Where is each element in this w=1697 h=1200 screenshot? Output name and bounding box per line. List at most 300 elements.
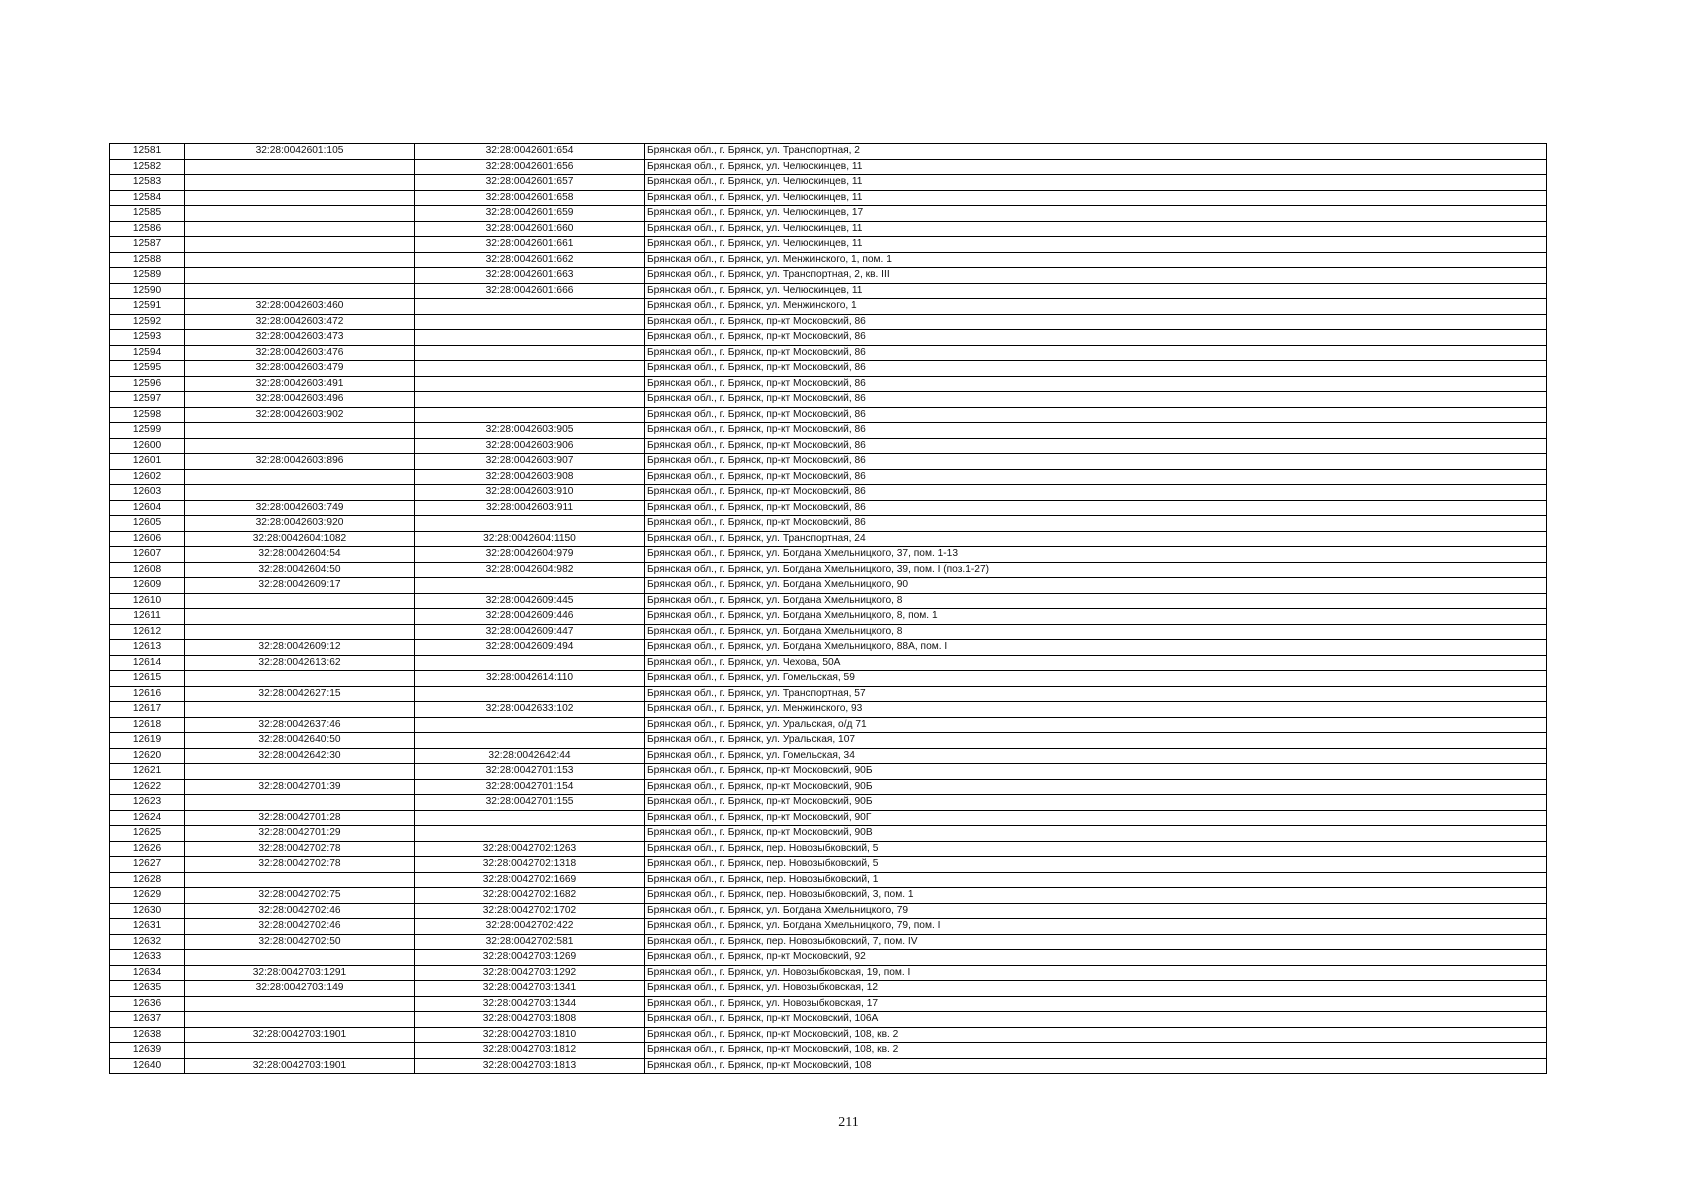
table-row — [110, 159, 1547, 175]
row-number-cell: 12639 — [110, 1043, 185, 1059]
address-cell: Брянская обл., г. Брянск, пр-кт Московский, 86 — [645, 469, 1547, 485]
row-number-cell: 12626 — [110, 841, 185, 857]
table-row — [110, 919, 1547, 935]
table-row — [110, 190, 1547, 206]
address-cell: Брянская обл., г. Брянск, пр-кт Московский, 90В — [645, 826, 1547, 842]
parcel-cadastral-number-cell — [185, 624, 415, 640]
row-number-cell: 12586 — [110, 221, 185, 237]
table-row — [110, 345, 1547, 361]
address-cell: Брянская обл., г. Брянск, ул. Богдана Хмельницкого, 79 — [645, 903, 1547, 919]
table-row — [110, 702, 1547, 718]
object-cadastral-number-cell: 32:28:0042603:907 — [415, 454, 645, 470]
parcel-cadastral-number-cell: 32:28:0042604:1082 — [185, 531, 415, 547]
row-number-cell: 12584 — [110, 190, 185, 206]
address-cell: Брянская обл., г. Брянск, ул. Богдана Хмельницкого, 8, пом. 1 — [645, 609, 1547, 625]
object-cadastral-number-cell: 32:28:0042603:906 — [415, 438, 645, 454]
address-cell: Брянская обл., г. Брянск, ул. Уральская, о/д 71 — [645, 717, 1547, 733]
address-cell: Брянская обл., г. Брянск, пр-кт Московский, 86 — [645, 516, 1547, 532]
address-cell: Брянская обл., г. Брянск, пр-кт Московский, 90Б — [645, 764, 1547, 780]
parcel-cadastral-number-cell — [185, 795, 415, 811]
address-cell: Брянская обл., г. Брянск, ул. Чехова, 50А — [645, 655, 1547, 671]
address-cell: Брянская обл., г. Брянск, пр-кт Московский, 86 — [645, 361, 1547, 377]
object-cadastral-number-cell: 32:28:0042701:154 — [415, 779, 645, 795]
object-cadastral-number-cell: 32:28:0042609:494 — [415, 640, 645, 656]
address-cell: Брянская обл., г. Брянск, пр-кт Московский, 86 — [645, 407, 1547, 423]
object-cadastral-number-cell — [415, 345, 645, 361]
object-cadastral-number-cell — [415, 299, 645, 315]
address-cell: Брянская обл., г. Брянск, пер. Новозыбковский, 5 — [645, 841, 1547, 857]
object-cadastral-number-cell: 32:28:0042703:1344 — [415, 996, 645, 1012]
row-number-cell: 12638 — [110, 1027, 185, 1043]
table-row — [110, 314, 1547, 330]
address-cell: Брянская обл., г. Брянск, пер. Новозыбковский, 5 — [645, 857, 1547, 873]
parcel-cadastral-number-cell: 32:28:0042703:1901 — [185, 1058, 415, 1074]
object-cadastral-number-cell: 32:28:0042703:1810 — [415, 1027, 645, 1043]
object-cadastral-number-cell: 32:28:0042701:155 — [415, 795, 645, 811]
object-cadastral-number-cell: 32:28:0042701:153 — [415, 764, 645, 780]
row-number-cell: 12613 — [110, 640, 185, 656]
row-number-cell: 12636 — [110, 996, 185, 1012]
row-number-cell: 12608 — [110, 562, 185, 578]
parcel-cadastral-number-cell — [185, 950, 415, 966]
address-cell: Брянская обл., г. Брянск, пр-кт Московский, 90Б — [645, 795, 1547, 811]
object-cadastral-number-cell — [415, 733, 645, 749]
row-number-cell: 12600 — [110, 438, 185, 454]
table-row — [110, 934, 1547, 950]
row-number-cell: 12625 — [110, 826, 185, 842]
parcel-cadastral-number-cell — [185, 252, 415, 268]
address-cell: Брянская обл., г. Брянск, пр-кт Московский, 90Б — [645, 779, 1547, 795]
row-number-cell: 12610 — [110, 593, 185, 609]
row-number-cell: 12591 — [110, 299, 185, 315]
parcel-cadastral-number-cell: 32:28:0042603:472 — [185, 314, 415, 330]
address-cell: Брянская обл., г. Брянск, пр-кт Московский, 86 — [645, 314, 1547, 330]
address-cell: Брянская обл., г. Брянск, ул. Менжинского, 1, пом. 1 — [645, 252, 1547, 268]
parcel-cadastral-number-cell — [185, 423, 415, 439]
table-row — [110, 562, 1547, 578]
table-row — [110, 826, 1547, 842]
row-number-cell: 12598 — [110, 407, 185, 423]
address-cell: Брянская обл., г. Брянск, пр-кт Московский, 86 — [645, 454, 1547, 470]
table-row — [110, 469, 1547, 485]
row-number-cell: 12622 — [110, 779, 185, 795]
address-cell: Брянская обл., г. Брянск, ул. Богдана Хмельницкого, 8 — [645, 593, 1547, 609]
object-cadastral-number-cell — [415, 361, 645, 377]
address-cell: Брянская обл., г. Брянск, пр-кт Московский, 86 — [645, 500, 1547, 516]
object-cadastral-number-cell — [415, 314, 645, 330]
table-row — [110, 996, 1547, 1012]
address-cell: Брянская обл., г. Брянск, пр-кт Московский, 86 — [645, 345, 1547, 361]
row-number-cell: 12614 — [110, 655, 185, 671]
row-number-cell: 12628 — [110, 872, 185, 888]
object-cadastral-number-cell — [415, 810, 645, 826]
table-row — [110, 407, 1547, 423]
table-row — [110, 857, 1547, 873]
table-row — [110, 423, 1547, 439]
parcel-cadastral-number-cell — [185, 175, 415, 191]
address-cell: Брянская обл., г. Брянск, пр-кт Московский, 86 — [645, 330, 1547, 346]
object-cadastral-number-cell: 32:28:0042703:1269 — [415, 950, 645, 966]
address-cell: Брянская обл., г. Брянск, ул. Новозыбковская, 19, пом. I — [645, 965, 1547, 981]
row-number-cell: 12595 — [110, 361, 185, 377]
parcel-cadastral-number-cell: 32:28:0042603:749 — [185, 500, 415, 516]
table-row — [110, 330, 1547, 346]
table-row — [110, 438, 1547, 454]
table-row — [110, 1058, 1547, 1074]
table-row — [110, 593, 1547, 609]
parcel-cadastral-number-cell: 32:28:0042609:12 — [185, 640, 415, 656]
parcel-cadastral-number-cell — [185, 764, 415, 780]
parcel-cadastral-number-cell — [185, 237, 415, 253]
object-cadastral-number-cell — [415, 826, 645, 842]
object-cadastral-number-cell — [415, 392, 645, 408]
object-cadastral-number-cell: 32:28:0042702:1682 — [415, 888, 645, 904]
object-cadastral-number-cell: 32:28:0042601:662 — [415, 252, 645, 268]
parcel-cadastral-number-cell — [185, 593, 415, 609]
parcel-cadastral-number-cell — [185, 609, 415, 625]
object-cadastral-number-cell: 32:28:0042609:447 — [415, 624, 645, 640]
address-cell: Брянская обл., г. Брянск, ул. Богдана Хмельницкого, 79, пом. I — [645, 919, 1547, 935]
parcel-cadastral-number-cell — [185, 268, 415, 284]
parcel-cadastral-number-cell — [185, 702, 415, 718]
address-cell: Брянская обл., г. Брянск, пр-кт Московский, 86 — [645, 438, 1547, 454]
parcel-cadastral-number-cell: 32:28:0042701:29 — [185, 826, 415, 842]
table-row — [110, 175, 1547, 191]
table-row — [110, 237, 1547, 253]
address-cell: Брянская обл., г. Брянск, ул. Уральская, 107 — [645, 733, 1547, 749]
parcel-cadastral-number-cell: 32:28:0042702:46 — [185, 919, 415, 935]
parcel-cadastral-number-cell: 32:28:0042701:28 — [185, 810, 415, 826]
parcel-cadastral-number-cell — [185, 1043, 415, 1059]
address-cell: Брянская обл., г. Брянск, пр-кт Московский, 86 — [645, 423, 1547, 439]
row-number-cell: 12609 — [110, 578, 185, 594]
table-row — [110, 376, 1547, 392]
row-number-cell: 12630 — [110, 903, 185, 919]
object-cadastral-number-cell: 32:28:0042614:110 — [415, 671, 645, 687]
row-number-cell: 12611 — [110, 609, 185, 625]
address-cell: Брянская обл., г. Брянск, ул. Челюскинцев, 11 — [645, 190, 1547, 206]
row-number-cell: 12581 — [110, 144, 185, 160]
row-number-cell: 12632 — [110, 934, 185, 950]
address-cell: Брянская обл., г. Брянск, ул. Транспортная, 2 — [645, 144, 1547, 160]
table-row — [110, 764, 1547, 780]
object-cadastral-number-cell: 32:28:0042609:445 — [415, 593, 645, 609]
table-row — [110, 810, 1547, 826]
object-cadastral-number-cell — [415, 330, 645, 346]
row-number-cell: 12607 — [110, 547, 185, 563]
row-number-cell: 12635 — [110, 981, 185, 997]
row-number-cell: 12618 — [110, 717, 185, 733]
object-cadastral-number-cell: 32:28:0042601:656 — [415, 159, 645, 175]
table-row — [110, 485, 1547, 501]
object-cadastral-number-cell: 32:28:0042702:1318 — [415, 857, 645, 873]
parcel-cadastral-number-cell: 32:28:0042603:896 — [185, 454, 415, 470]
parcel-cadastral-number-cell — [185, 438, 415, 454]
object-cadastral-number-cell: 32:28:0042604:1150 — [415, 531, 645, 547]
parcel-cadastral-number-cell: 32:28:0042640:50 — [185, 733, 415, 749]
parcel-cadastral-number-cell: 32:28:0042703:1291 — [185, 965, 415, 981]
address-cell: Брянская обл., г. Брянск, ул. Челюскинцев, 11 — [645, 237, 1547, 253]
address-cell: Брянская обл., г. Брянск, ул. Челюскинцев, 17 — [645, 206, 1547, 222]
parcel-cadastral-number-cell: 32:28:0042702:46 — [185, 903, 415, 919]
table-row — [110, 454, 1547, 470]
parcel-cadastral-number-cell: 32:28:0042703:1901 — [185, 1027, 415, 1043]
object-cadastral-number-cell: 32:28:0042702:1702 — [415, 903, 645, 919]
address-cell: Брянская обл., г. Брянск, ул. Богдана Хмельницкого, 37, пом. 1-13 — [645, 547, 1547, 563]
object-cadastral-number-cell: 32:28:0042601:659 — [415, 206, 645, 222]
address-cell: Брянская обл., г. Брянск, пер. Новозыбковский, 7, пом. IV — [645, 934, 1547, 950]
table-row — [110, 500, 1547, 516]
object-cadastral-number-cell: 32:28:0042601:661 — [415, 237, 645, 253]
object-cadastral-number-cell: 32:28:0042603:911 — [415, 500, 645, 516]
address-cell: Брянская обл., г. Брянск, пр-кт Московский, 86 — [645, 376, 1547, 392]
table-row — [110, 779, 1547, 795]
parcel-cadastral-number-cell: 32:28:0042604:54 — [185, 547, 415, 563]
row-number-cell: 12585 — [110, 206, 185, 222]
object-cadastral-number-cell: 32:28:0042603:910 — [415, 485, 645, 501]
table-row — [110, 717, 1547, 733]
object-cadastral-number-cell: 32:28:0042603:908 — [415, 469, 645, 485]
object-cadastral-number-cell: 32:28:0042703:1808 — [415, 1012, 645, 1028]
object-cadastral-number-cell: 32:28:0042604:979 — [415, 547, 645, 563]
parcel-cadastral-number-cell: 32:28:0042702:50 — [185, 934, 415, 950]
row-number-cell: 12631 — [110, 919, 185, 935]
parcel-cadastral-number-cell: 32:28:0042613:62 — [185, 655, 415, 671]
address-cell: Брянская обл., г. Брянск, ул. Менжинского, 93 — [645, 702, 1547, 718]
row-number-cell: 12612 — [110, 624, 185, 640]
parcel-cadastral-number-cell: 32:28:0042702:75 — [185, 888, 415, 904]
object-cadastral-number-cell: 32:28:0042601:654 — [415, 144, 645, 160]
address-cell: Брянская обл., г. Брянск, ул. Богдана Хмельницкого, 88А, пом. I — [645, 640, 1547, 656]
address-cell: Брянская обл., г. Брянск, пр-кт Московский, 108, кв. 2 — [645, 1043, 1547, 1059]
address-cell: Брянская обл., г. Брянск, пр-кт Московский, 92 — [645, 950, 1547, 966]
table-row — [110, 888, 1547, 904]
table-row — [110, 872, 1547, 888]
parcel-cadastral-number-cell: 32:28:0042702:78 — [185, 841, 415, 857]
object-cadastral-number-cell: 32:28:0042642:44 — [415, 748, 645, 764]
row-number-cell: 12593 — [110, 330, 185, 346]
row-number-cell: 12634 — [110, 965, 185, 981]
address-cell: Брянская обл., г. Брянск, пер. Новозыбковский, 1 — [645, 872, 1547, 888]
object-cadastral-number-cell: 32:28:0042601:657 — [415, 175, 645, 191]
row-number-cell: 12590 — [110, 283, 185, 299]
table-row — [110, 299, 1547, 315]
row-number-cell: 12637 — [110, 1012, 185, 1028]
row-number-cell: 12627 — [110, 857, 185, 873]
row-number-cell: 12594 — [110, 345, 185, 361]
address-cell: Брянская обл., г. Брянск, ул. Новозыбковская, 12 — [645, 981, 1547, 997]
object-cadastral-number-cell: 32:28:0042702:422 — [415, 919, 645, 935]
table-row — [110, 655, 1547, 671]
object-cadastral-number-cell: 32:28:0042702:581 — [415, 934, 645, 950]
object-cadastral-number-cell — [415, 655, 645, 671]
row-number-cell: 12605 — [110, 516, 185, 532]
parcel-cadastral-number-cell: 32:28:0042702:78 — [185, 857, 415, 873]
row-number-cell: 12629 — [110, 888, 185, 904]
parcel-cadastral-number-cell: 32:28:0042701:39 — [185, 779, 415, 795]
table-row — [110, 950, 1547, 966]
address-cell: Брянская обл., г. Брянск, ул. Челюскинцев, 11 — [645, 175, 1547, 191]
row-number-cell: 12597 — [110, 392, 185, 408]
parcel-cadastral-number-cell: 32:28:0042601:105 — [185, 144, 415, 160]
address-cell: Брянская обл., г. Брянск, ул. Менжинского, 1 — [645, 299, 1547, 315]
row-number-cell: 12620 — [110, 748, 185, 764]
object-cadastral-number-cell: 32:28:0042633:102 — [415, 702, 645, 718]
address-cell: Брянская обл., г. Брянск, ул. Новозыбковская, 17 — [645, 996, 1547, 1012]
table-row — [110, 795, 1547, 811]
row-number-cell: 12587 — [110, 237, 185, 253]
parcel-cadastral-number-cell — [185, 469, 415, 485]
object-cadastral-number-cell: 32:28:0042601:660 — [415, 221, 645, 237]
table-row — [110, 965, 1547, 981]
address-cell: Брянская обл., г. Брянск, ул. Челюскинцев, 11 — [645, 283, 1547, 299]
row-number-cell: 12603 — [110, 485, 185, 501]
row-number-cell: 12601 — [110, 454, 185, 470]
row-number-cell: 12599 — [110, 423, 185, 439]
address-cell: Брянская обл., г. Брянск, ул. Челюскинцев, 11 — [645, 221, 1547, 237]
object-cadastral-number-cell — [415, 376, 645, 392]
parcel-cadastral-number-cell — [185, 206, 415, 222]
parcel-cadastral-number-cell — [185, 190, 415, 206]
row-number-cell: 12621 — [110, 764, 185, 780]
parcel-cadastral-number-cell — [185, 671, 415, 687]
parcel-cadastral-number-cell — [185, 221, 415, 237]
table-row — [110, 1027, 1547, 1043]
row-number-cell: 12617 — [110, 702, 185, 718]
object-cadastral-number-cell: 32:28:0042601:666 — [415, 283, 645, 299]
parcel-cadastral-number-cell — [185, 872, 415, 888]
table-row — [110, 144, 1547, 160]
table-row — [110, 206, 1547, 222]
table-row — [110, 609, 1547, 625]
table-row — [110, 221, 1547, 237]
row-number-cell: 12592 — [110, 314, 185, 330]
parcel-cadastral-number-cell: 32:28:0042703:149 — [185, 981, 415, 997]
address-cell: Брянская обл., г. Брянск, пр-кт Московский, 86 — [645, 485, 1547, 501]
row-number-cell: 12596 — [110, 376, 185, 392]
parcel-cadastral-number-cell: 32:28:0042603:491 — [185, 376, 415, 392]
parcel-cadastral-number-cell: 32:28:0042609:17 — [185, 578, 415, 594]
object-cadastral-number-cell: 32:28:0042703:1812 — [415, 1043, 645, 1059]
row-number-cell: 12624 — [110, 810, 185, 826]
object-cadastral-number-cell — [415, 686, 645, 702]
table-row — [110, 733, 1547, 749]
parcel-cadastral-number-cell — [185, 996, 415, 1012]
registry-table — [109, 143, 1547, 1074]
address-cell: Брянская обл., г. Брянск, пер. Новозыбковский, 3, пом. 1 — [645, 888, 1547, 904]
object-cadastral-number-cell: 32:28:0042702:1263 — [415, 841, 645, 857]
parcel-cadastral-number-cell — [185, 485, 415, 501]
row-number-cell: 12589 — [110, 268, 185, 284]
row-number-cell: 12583 — [110, 175, 185, 191]
object-cadastral-number-cell: 32:28:0042603:905 — [415, 423, 645, 439]
table-row — [110, 547, 1547, 563]
address-cell: Брянская обл., г. Брянск, пр-кт Московский, 86 — [645, 392, 1547, 408]
object-cadastral-number-cell: 32:28:0042601:663 — [415, 268, 645, 284]
address-cell: Брянская обл., г. Брянск, ул. Челюскинцев, 11 — [645, 159, 1547, 175]
parcel-cadastral-number-cell: 32:28:0042604:50 — [185, 562, 415, 578]
parcel-cadastral-number-cell — [185, 1012, 415, 1028]
address-cell: Брянская обл., г. Брянск, пр-кт Московский, 90Г — [645, 810, 1547, 826]
table-row — [110, 671, 1547, 687]
parcel-cadastral-number-cell: 32:28:0042603:902 — [185, 407, 415, 423]
row-number-cell: 12615 — [110, 671, 185, 687]
address-cell: Брянская обл., г. Брянск, пр-кт Московский, 108 — [645, 1058, 1547, 1074]
row-number-cell: 12633 — [110, 950, 185, 966]
table-row — [110, 516, 1547, 532]
row-number-cell: 12640 — [110, 1058, 185, 1074]
row-number-cell: 12582 — [110, 159, 185, 175]
address-cell: Брянская обл., г. Брянск, ул. Богдана Хмельницкого, 90 — [645, 578, 1547, 594]
table-row — [110, 1043, 1547, 1059]
address-cell: Брянская обл., г. Брянск, ул. Гомельская, 59 — [645, 671, 1547, 687]
parcel-cadastral-number-cell: 32:28:0042603:473 — [185, 330, 415, 346]
table-row — [110, 640, 1547, 656]
object-cadastral-number-cell: 32:28:0042609:446 — [415, 609, 645, 625]
table-row — [110, 578, 1547, 594]
row-number-cell: 12602 — [110, 469, 185, 485]
table-row — [110, 686, 1547, 702]
table-row — [110, 361, 1547, 377]
table-row — [110, 268, 1547, 284]
row-number-cell: 12588 — [110, 252, 185, 268]
object-cadastral-number-cell: 32:28:0042703:1341 — [415, 981, 645, 997]
table-row — [110, 1012, 1547, 1028]
table-row — [110, 903, 1547, 919]
object-cadastral-number-cell: 32:28:0042703:1813 — [415, 1058, 645, 1074]
row-number-cell: 12619 — [110, 733, 185, 749]
parcel-cadastral-number-cell: 32:28:0042627:15 — [185, 686, 415, 702]
parcel-cadastral-number-cell: 32:28:0042603:496 — [185, 392, 415, 408]
table-row — [110, 624, 1547, 640]
parcel-cadastral-number-cell: 32:28:0042603:460 — [185, 299, 415, 315]
parcel-cadastral-number-cell: 32:28:0042603:920 — [185, 516, 415, 532]
parcel-cadastral-number-cell — [185, 283, 415, 299]
object-cadastral-number-cell: 32:28:0042601:658 — [415, 190, 645, 206]
address-cell: Брянская обл., г. Брянск, ул. Гомельская, 34 — [645, 748, 1547, 764]
address-cell: Брянская обл., г. Брянск, ул. Транспортная, 24 — [645, 531, 1547, 547]
address-cell: Брянская обл., г. Брянск, ул. Богдана Хмельницкого, 8 — [645, 624, 1547, 640]
parcel-cadastral-number-cell: 32:28:0042603:479 — [185, 361, 415, 377]
parcel-cadastral-number-cell — [185, 159, 415, 175]
object-cadastral-number-cell: 32:28:0042703:1292 — [415, 965, 645, 981]
address-cell: Брянская обл., г. Брянск, ул. Богдана Хмельницкого, 39, пом. I (поз.1-27) — [645, 562, 1547, 578]
table-row — [110, 748, 1547, 764]
table-row — [110, 981, 1547, 997]
address-cell: Брянская обл., г. Брянск, пр-кт Московский, 108, кв. 2 — [645, 1027, 1547, 1043]
address-cell: Брянская обл., г. Брянск, пр-кт Московский, 106А — [645, 1012, 1547, 1028]
registry-table-body — [110, 144, 1547, 1074]
object-cadastral-number-cell — [415, 516, 645, 532]
object-cadastral-number-cell — [415, 578, 645, 594]
table-row — [110, 841, 1547, 857]
object-cadastral-number-cell — [415, 717, 645, 733]
page-number: 211 — [838, 1115, 859, 1130]
object-cadastral-number-cell: 32:28:0042604:982 — [415, 562, 645, 578]
table-row — [110, 392, 1547, 408]
row-number-cell: 12606 — [110, 531, 185, 547]
parcel-cadastral-number-cell: 32:28:0042603:476 — [185, 345, 415, 361]
table-row — [110, 252, 1547, 268]
object-cadastral-number-cell: 32:28:0042702:1669 — [415, 872, 645, 888]
row-number-cell: 12604 — [110, 500, 185, 516]
parcel-cadastral-number-cell: 32:28:0042637:46 — [185, 717, 415, 733]
address-cell: Брянская обл., г. Брянск, ул. Транспортная, 2, кв. III — [645, 268, 1547, 284]
address-cell: Брянская обл., г. Брянск, ул. Транспортная, 57 — [645, 686, 1547, 702]
table-row — [110, 283, 1547, 299]
row-number-cell: 12623 — [110, 795, 185, 811]
table-row — [110, 531, 1547, 547]
